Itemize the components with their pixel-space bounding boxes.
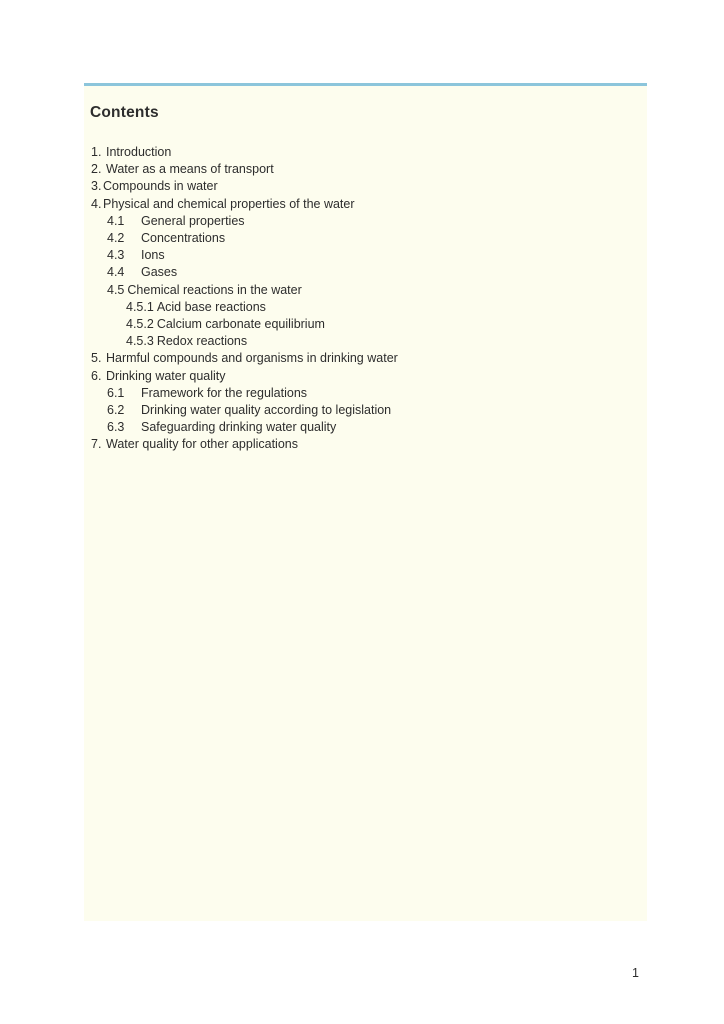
toc-entry-label: Chemical reactions in the water [127, 282, 302, 297]
page-number: 1 [632, 966, 639, 980]
toc-entry-label: Acid base reactions [156, 299, 266, 314]
toc-entry-number: 4.3 [107, 248, 125, 263]
toc-entry-label: Introduction [106, 145, 172, 159]
toc-entry-number: 2. [91, 162, 102, 177]
toc-entry [84, 299, 647, 316]
toc-entry-label: Harmful compounds and organisms in drinking water [106, 351, 398, 366]
toc-entry-label: Water as a means of transport [106, 162, 274, 177]
toc-entry [84, 402, 647, 419]
toc-entry-number: 4.5.2 [126, 317, 154, 332]
toc-entry [84, 436, 647, 453]
toc-entry-number: 6.2 [107, 403, 125, 418]
toc-entry-label: Water quality for other applications [106, 437, 298, 452]
toc-entry-label: Calcium carbonate equilibrium [156, 317, 325, 332]
toc-entry-number: 7. [91, 437, 102, 452]
toc-entry-label: Concentrations [141, 231, 226, 246]
toc-entry [84, 230, 647, 247]
toc-entry-number: 3. [91, 179, 102, 194]
toc-entry-label: General properties [141, 213, 245, 228]
toc-entry [84, 178, 647, 195]
toc-entry [84, 161, 647, 178]
toc-entry-number: 6.3 [107, 420, 125, 435]
toc-entry [84, 316, 647, 333]
contents-page-panel [84, 83, 647, 921]
toc-entry [84, 350, 647, 367]
toc-entry-label: Redox reactions [156, 334, 248, 349]
toc-entry [84, 213, 647, 230]
toc-entry-number: 4.1 [107, 213, 125, 228]
toc-entry-number: 4. [91, 196, 102, 211]
toc-entry-label: Gases [141, 265, 178, 280]
toc-entry-label: Compounds in water [103, 179, 218, 194]
toc-entry-number: 1. [91, 145, 102, 159]
toc-entry [84, 419, 647, 436]
toc-entry-number: 4.2 [107, 231, 125, 246]
toc-entry-number: 6.1 [107, 385, 125, 400]
toc-entry [84, 196, 647, 213]
toc-entry-number: 5. [91, 351, 102, 366]
toc-entry-number: 4.5.3 [126, 334, 154, 349]
toc-entry-number: 4.4 [107, 265, 125, 280]
toc-entry-label: Drinking water quality [106, 368, 226, 383]
toc-entry-label: Framework for the regulations [141, 385, 308, 400]
toc-entry-label: Physical and chemical properties of the water [103, 196, 355, 211]
toc-entry [84, 264, 647, 281]
toc-entry-number: 6. [91, 368, 102, 383]
toc-entry [84, 368, 647, 385]
page-title: Contents [90, 104, 159, 121]
toc-entry [84, 282, 647, 299]
toc-entry-label: Safeguarding drinking water quality [141, 420, 337, 435]
toc-entry [84, 333, 647, 350]
toc-entry-label: Ions [141, 248, 165, 263]
toc-entry [84, 385, 647, 402]
toc-entry-label: Drinking water quality according to legislation [141, 403, 392, 418]
toc-entry [84, 144, 647, 161]
toc-entry-number: 4.5 [107, 282, 125, 297]
toc-entry-number: 4.5.1 [126, 299, 154, 314]
toc-entry [84, 247, 647, 264]
table-of-contents [84, 144, 647, 454]
